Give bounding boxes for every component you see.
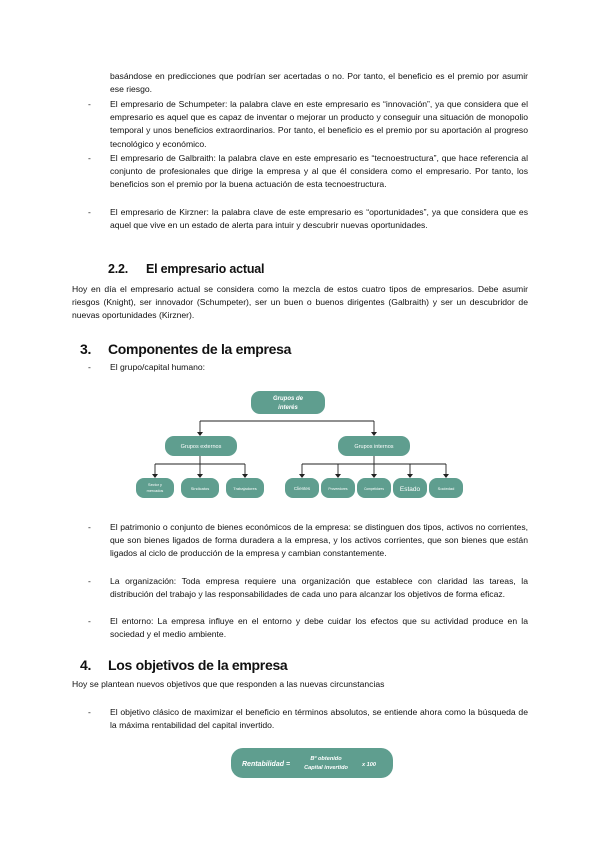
node-label: Sociedad xyxy=(437,486,455,491)
node-sector-mercados xyxy=(136,478,174,498)
node-label: Trabajadores xyxy=(233,486,257,491)
formula-numerator: Bº obtenido xyxy=(310,756,342,762)
bullet-dash: - xyxy=(88,362,91,372)
formula-denominator: Capital invertido xyxy=(304,765,348,771)
bullet-text: El grupo/capital humano: xyxy=(110,362,206,372)
bullet-dash: - xyxy=(88,522,91,532)
bullet-text: El patrimonio o conjunto de bienes económicos de la empresa: se distinguen dos tipos, activos no corrientes, que son bienes ligados de forma duradera a la empresa, y los activos corrientes, que son bienes que están ligados al ciclo de producción de la empresa y cambian constantemente. xyxy=(110,522,528,559)
node-root-label: Grupos de xyxy=(272,396,304,402)
heading-number: 3. xyxy=(80,341,92,357)
node-label: Competidores xyxy=(364,487,384,491)
node-label: Estado xyxy=(399,486,421,493)
node-label: Proveedores xyxy=(328,487,348,491)
node-label: Clientes xyxy=(293,486,311,491)
heading-3 xyxy=(80,341,291,357)
bullet-dash: - xyxy=(88,153,91,163)
node-label: Sector y xyxy=(148,483,162,487)
heading-2-2 xyxy=(108,262,264,276)
bullet-dash: - xyxy=(88,576,91,586)
heading-title: Los objetivos de la empresa xyxy=(108,657,288,673)
node-label: Grupos internos xyxy=(354,444,394,450)
heading-number: 4. xyxy=(80,657,92,673)
bullet-text: El objetivo clásico de maximizar el beneficio en términos absolutos, se entiende ahora como la búsqueda de la máxima rentabilidad del capital invertido. xyxy=(110,707,528,731)
heading-4 xyxy=(80,657,287,673)
knight-continuation: basándose en predicciones que podrían ser acertadas o no. Por tanto, el beneficio es el premio por asumir ese riesgo. xyxy=(110,71,528,95)
heading-title: Componentes de la empresa xyxy=(108,341,292,357)
node-label: mercados xyxy=(146,489,164,493)
bullet-dash: - xyxy=(88,99,91,109)
heading-title: El empresario actual xyxy=(146,262,265,276)
bullet-dash: - xyxy=(88,616,91,626)
bullet-text: El empresario de Galbraith: la palabra clave en este empresario es “tecnoestructura”, que hace referencia al conjunto de profesionales que dirige la empresa y al que él considera como el empresario. Por tanto, los beneficios son el premio por la buena actuación de esta tecnoestructura. xyxy=(110,153,528,190)
heading-number: 2.2. xyxy=(108,262,129,276)
bullet-text: La organización: Toda empresa requiere una organización que establece con claridad las tareas, la distribución del trabajo y las responsabilidades de cada uno para alcanzar los objetivos de forma eficaz. xyxy=(110,576,528,600)
section-2-2-text: Hoy en día el empresario actual se considera como la mezcla de estos cuatro tipos de empresarios. Debe asumir riesgos (Knight), ser innovador (Schumpeter), ser un buen o buenos dirigentes (Galbraith) y ser un descubridor de nuevas oportunidades (Kirzner). xyxy=(72,284,528,321)
node-root-label: interés xyxy=(278,405,298,411)
bullet-text: El empresario de Kirzner: la palabra clave de este empresario es “oportunidades”, ya que considera que es aquel que vive en un estado de alerta para intuir y descubrir nuevas oportunidades. xyxy=(110,207,528,231)
section-4-intro: Hoy se plantean nuevos objetivos que que responden a las nuevas circunstancias xyxy=(72,679,385,689)
bullet-dash: - xyxy=(88,707,91,717)
stakeholders-diagram xyxy=(120,386,480,504)
bullet-dash: - xyxy=(88,207,91,217)
bullet-text: El empresario de Schumpeter: la palabra clave en este empresario es “innovación”, ya que considera que el empresario es aquel que es capaz de inventar o mejorar un producto y conseguir una situación de monopolio temporal y unos beneficios extraordinarios. Por tanto, el beneficio es el premio por su aportación al progreso tecnológico y económico. xyxy=(110,99,528,149)
node-label: Sindicatos xyxy=(190,486,210,491)
rentabilidad-formula xyxy=(231,748,393,778)
node-label: Grupos externos xyxy=(180,444,222,450)
formula-left: Rentabilidad = xyxy=(242,761,291,768)
formula-right: x 100 xyxy=(362,762,376,768)
bullet-text: El entorno: La empresa influye en el entorno y debe cuidar los efectos que su actividad produce en la sociedad y el medio ambiente. xyxy=(110,616,528,640)
